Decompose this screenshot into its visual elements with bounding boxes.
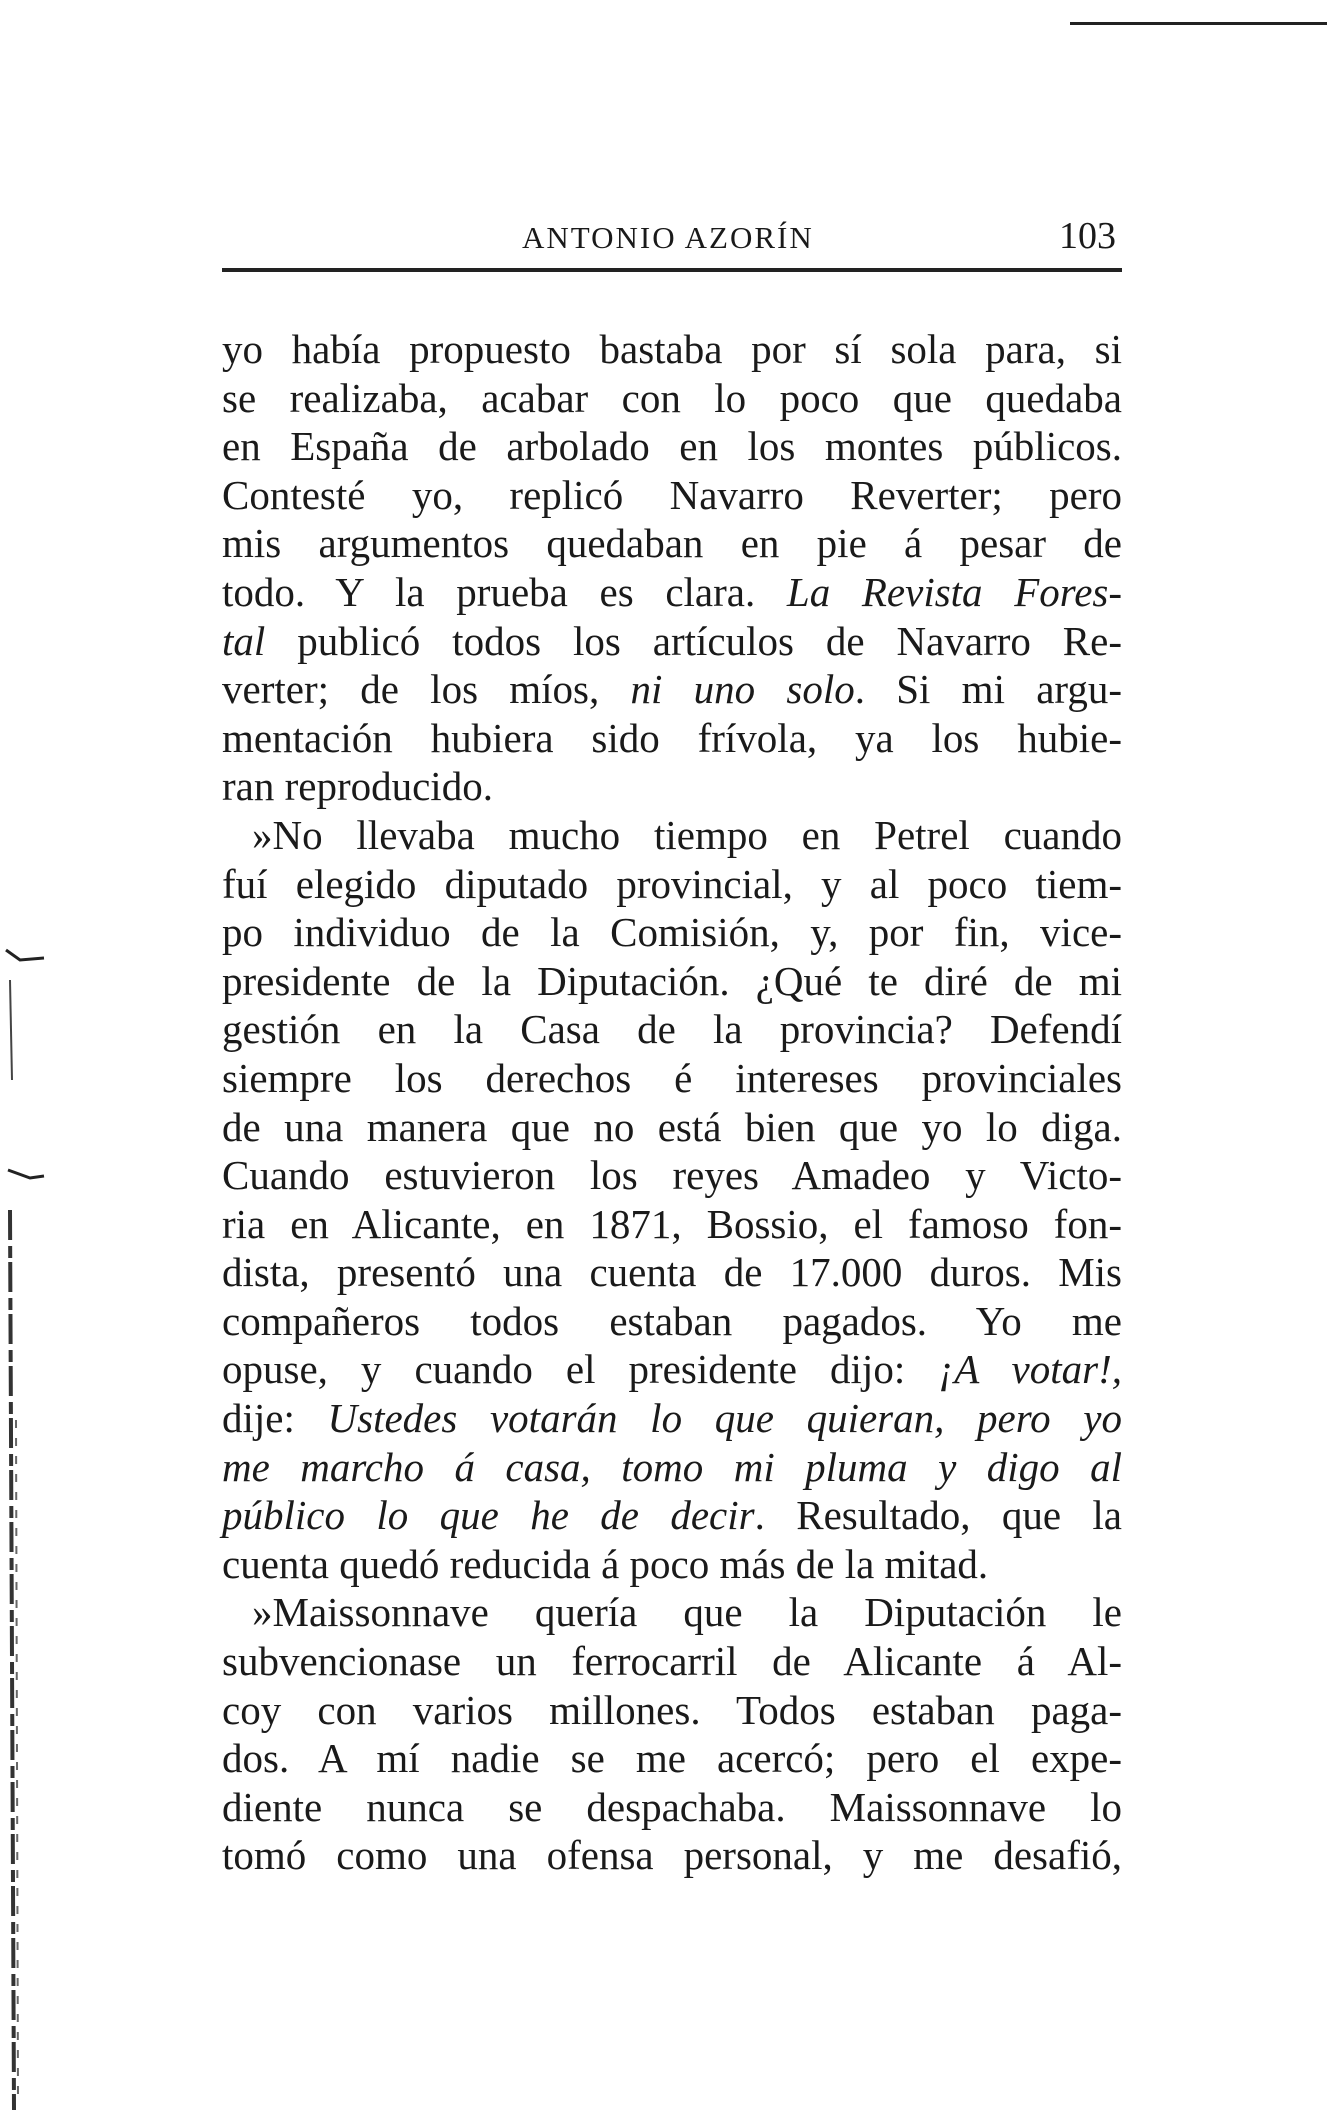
text-line: ria en Alicante, en 1871, Bossio, el famoso fon- [222,1200,1122,1247]
top-edge-rule [1070,22,1327,25]
text-line: público lo que he de decir. Resultado, que la [222,1492,1122,1539]
text-line [222,1443,1122,1492]
italic-quote: público lo que he de decir [222,1492,755,1539]
text-line: mis argumentos quedaban en pie á pesar de [222,520,1122,567]
text-line: fuí elegido diputado provincial, y al poco tiem- [222,860,1122,907]
text-line: yo había propuesto bastaba por sí sola para, si [222,326,1122,372]
text-line: presidente de la Diputación. ¿Qué te diré de mi [222,957,1122,1004]
text-line: dista, presentó una cuenta de 17.000 duros. Mis [222,1249,1122,1296]
italic-title: tal [222,617,266,664]
italic-quote: Ustedes votarán lo que quieran, pero yo [327,1395,1122,1442]
text-line: en España de arbolado en los montes públicos. [222,423,1122,470]
binding-edge-marks [0,920,60,2120]
italic-title: La Revista Fores- [786,568,1123,615]
text-line: siempre los derechos é intereses provinciales [222,1054,1122,1101]
header-rule [222,268,1122,272]
text-line: tal publicó todos los artículos de Navarro Re- [222,617,1122,664]
text-line: »No llevaba mucho tiempo en Petrel cuando [252,811,1122,858]
text-line: po individuo de la Comisión, y, por fin, vice- [222,909,1122,956]
text-line: diente nunca se despachaba. Maissonnave lo [222,1783,1122,1830]
text-line: gestión en la Casa de la provincia? Defendí [222,1006,1122,1053]
text-line: mentación hubiera sido frívola, ya los hubie- [222,714,1122,761]
page-number: 103 [1059,215,1116,257]
text-line: ran reproducido. [222,763,493,810]
text-line: »Maissonnave quería que la Diputación le [252,1589,1122,1636]
text-line: dije: Ustedes votarán lo que quieran, pero yo [222,1395,1122,1442]
running-title: ANTONIO AZORÍN [522,220,814,255]
text-line: se realizaba, acabar con lo poco que quedaba [222,374,1122,421]
italic-phrase: ni uno solo [630,666,855,713]
text-line: opuse, y cuando el presidente dijo: ¡A votar!, [222,1346,1122,1393]
text-line: coy con varios millones. Todos estaban paga- [222,1686,1122,1733]
text-line: subvencionase un ferrocarril de Alicante á Al- [222,1638,1122,1685]
running-header [222,212,1122,264]
text-line: dos. A mí nadie se me acercó; pero el expe- [222,1735,1122,1782]
text-line: compañeros todos estaban pagados. Yo me [222,1297,1122,1344]
text-line: Contesté yo, replicó Navarro Reverter; pero [222,471,1122,518]
text-line: verter; de los míos, ni uno solo. Si mi argu- [222,666,1122,713]
text-line: de una manera que no está bien que yo lo diga. [222,1103,1122,1150]
italic-quote: me marcho á casa, tomo mi pluma y digo al [222,1443,1122,1490]
text-line: todo. Y la prueba es clara. La Revista Fores- [222,568,1123,615]
body-text [222,325,1122,1880]
text-line: Cuando estuvieron los reyes Amadeo y Victo- [222,1152,1122,1199]
italic-quote: ¡A votar!, [938,1346,1122,1393]
text-line: cuenta quedó reducida á poco más de la mitad. [222,1540,989,1587]
text-line: tomó como una ofensa personal, y me desafió, [222,1832,1122,1879]
